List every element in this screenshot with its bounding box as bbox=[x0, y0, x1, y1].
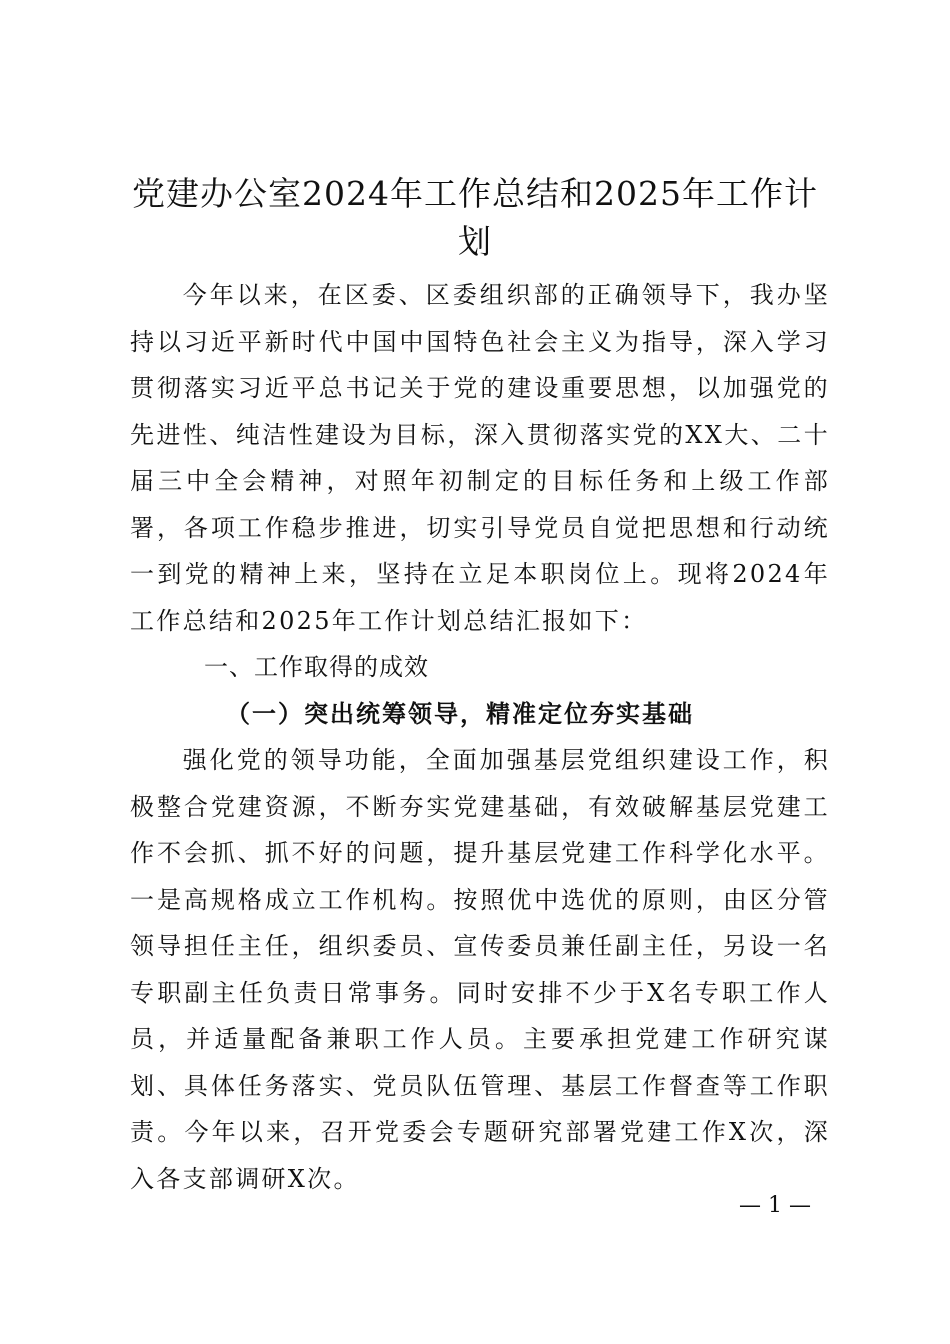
intro-paragraph: 今年以来，在区委、区委组织部的正确领导下，我办坚持以习近平新时代中国中国特色社会主义为指导，深入学习贯彻落实习近平总书记关于党的建设重要思想，以加强党的先进性、纯洁性建设为目标，深入贯彻落实党的XX大、二十届三中全会精神，对照年初制定的目标任务和上级工作部署，各项工作稳步推进，切实引导党员自觉把思想和行动统一到党的精神上来，坚持在立足本职岗位上。现将2024年工作总结和2025年工作计划总结汇报如下： bbox=[130, 281, 830, 635]
subsection-paragraph: 强化党的领导功能，全面加强基层党组织建设工作，积极整合党建资源，不断夯实党建基础，有效破解基层党建工作不会抓、抓不好的问题，提升基层党建工作科学化水平。一是高规格成立工作机构。按照优中选优的原则，由区分管领导担任主任，组织委员、宣传委员兼任副主任，另设一名专职副主任负责日常事务。同时安排不少于X名专职工作人员，并适量配备兼职工作人员。主要承担党建工作研究谋划、具体任务落实、党员队伍管理、基层工作督查等工作职责。今年以来，召开党委会专题研究部署党建工作X次，深入各支部调研X次。 bbox=[130, 746, 830, 1193]
document-title: 党建办公室2024年工作总结和2025年工作计划 bbox=[132, 174, 818, 261]
page-number: — 1 — bbox=[739, 1193, 811, 1218]
subsection-heading: （一）突出统筹领导，精准定位夯实基础 bbox=[226, 698, 694, 728]
document-body bbox=[130, 272, 830, 1202]
section-heading: 一、工作取得的成效 bbox=[204, 653, 429, 681]
